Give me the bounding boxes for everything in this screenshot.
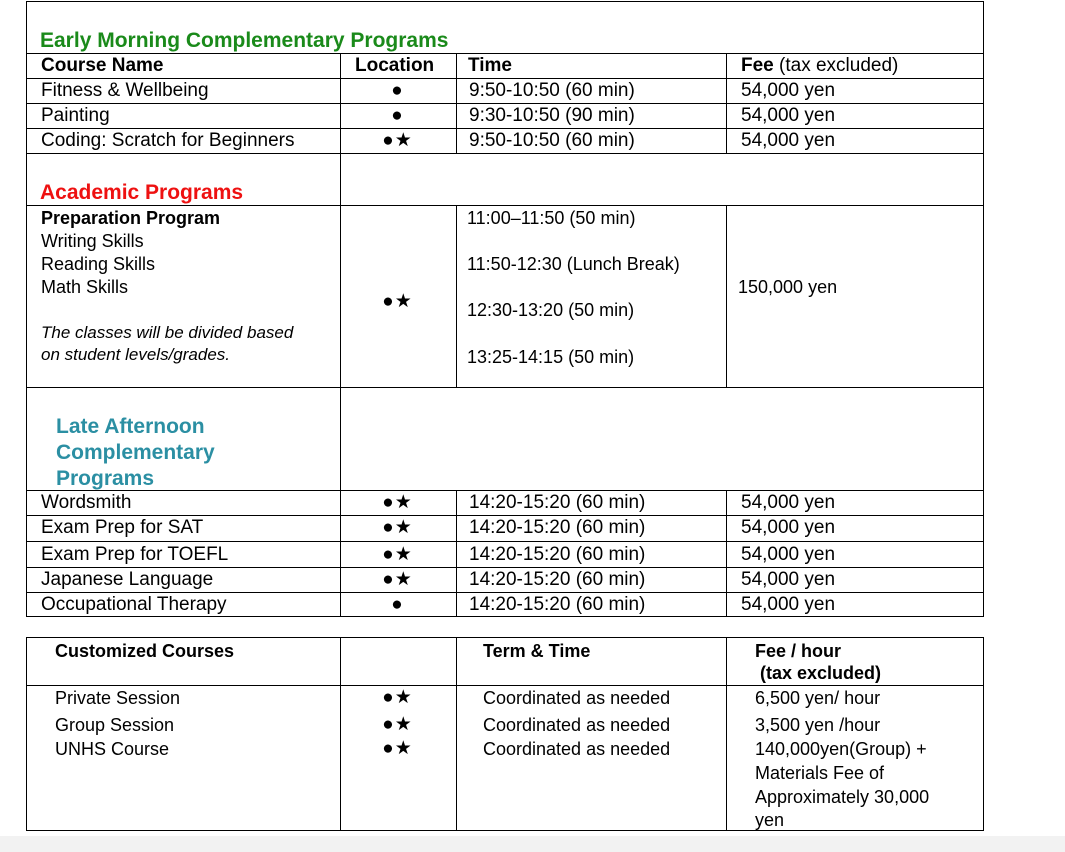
course-time: Coordinated as needed — [483, 688, 671, 708]
early-section-title: Early Morning Complementary Programs — [40, 29, 449, 52]
session-time: 12:30-13:20 (50 min) — [467, 300, 635, 320]
course-name: Fitness & Wellbeing — [41, 80, 209, 101]
course-time: 9:50-10:50 (60 min) — [469, 130, 635, 151]
course-name: Occupational Therapy — [41, 594, 227, 615]
custom-header-fee: Fee / hour — [755, 641, 842, 661]
late-section-title: Late Afternoon — [56, 415, 205, 438]
page-bottom-edge — [0, 836, 1065, 852]
location-marker: ●★ — [382, 687, 413, 708]
session-time: 13:25-14:15 (50 min) — [467, 347, 635, 367]
late-section-title: Complementary — [56, 441, 215, 464]
course-fee: 140,000yen(Group) + — [755, 739, 927, 759]
course-name: UNHS Course — [55, 739, 170, 759]
course-fee: Approximately 30,000 — [755, 787, 930, 807]
header-time: Time — [468, 55, 513, 76]
course-time: Coordinated as needed — [483, 715, 671, 735]
location-marker: ● — [391, 80, 404, 101]
course-fee: 54,000 yen — [741, 105, 836, 126]
skill-item: Writing Skills — [41, 231, 144, 251]
skill-item: Reading Skills — [41, 254, 156, 274]
session-time: 11:00–11:50 (50 min) — [467, 208, 636, 228]
course-time: 14:20-15:20 (60 min) — [469, 544, 646, 565]
course-fee: Materials Fee of — [755, 763, 885, 783]
course-fee: 54,000 yen — [741, 544, 836, 565]
location-marker: ● — [391, 594, 404, 615]
course-time: 14:20-15:20 (60 min) — [469, 569, 646, 590]
course-fee: 54,000 yen — [741, 130, 836, 151]
course-name: Japanese Language — [41, 569, 214, 590]
location-marker: ●★ — [382, 291, 413, 312]
location-marker: ●★ — [382, 569, 413, 590]
course-name: Private Session — [55, 688, 181, 708]
course-fee: 3,500 yen /hour — [755, 715, 881, 735]
location-marker: ●★ — [382, 130, 413, 151]
course-time: 14:20-15:20 (60 min) — [469, 517, 646, 538]
header-fee: Fee (tax excluded) — [741, 55, 899, 76]
location-marker: ●★ — [382, 714, 413, 735]
course-fee: 54,000 yen — [741, 80, 836, 101]
preparation-program-title: Preparation Program — [41, 208, 221, 228]
session-time: 11:50-12:30 (Lunch Break) — [467, 254, 680, 274]
course-name: Group Session — [55, 715, 175, 735]
course-time: 14:20-15:20 (60 min) — [469, 492, 646, 513]
course-name: Coding: Scratch for Beginners — [41, 130, 295, 151]
course-name: Painting — [41, 105, 110, 126]
location-marker: ● — [391, 105, 404, 126]
academic-section-title: Academic Programs — [40, 181, 244, 204]
course-name: Exam Prep for SAT — [41, 517, 204, 538]
skill-item: Math Skills — [41, 277, 129, 297]
course-fee: 54,000 yen — [741, 492, 836, 513]
header-course-name: Course Name — [41, 55, 164, 76]
course-fee: 6,500 yen/ hour — [755, 688, 881, 708]
course-time: Coordinated as needed — [483, 739, 671, 759]
level-note: on student levels/grades. — [41, 345, 231, 364]
location-marker: ●★ — [382, 492, 413, 513]
location-marker: ●★ — [382, 544, 413, 565]
location-marker: ●★ — [382, 517, 413, 538]
academic-fee: 150,000 yen — [738, 277, 838, 297]
course-fee: 54,000 yen — [741, 569, 836, 590]
header-location: Location — [355, 55, 435, 76]
course-fee: 54,000 yen — [741, 517, 836, 538]
custom-header-course: Customized Courses — [55, 641, 235, 661]
location-marker: ●★ — [382, 738, 413, 759]
course-name: Exam Prep for TOEFL — [41, 544, 229, 565]
level-note: The classes will be divided based — [41, 323, 294, 342]
custom-header-fee-note: (tax excluded) — [760, 663, 882, 683]
course-fee: 54,000 yen — [741, 594, 836, 615]
course-time: 9:30-10:50 (90 min) — [469, 105, 635, 126]
course-fee: yen — [755, 810, 785, 830]
course-time: 9:50-10:50 (60 min) — [469, 80, 635, 101]
custom-header-time: Term & Time — [483, 641, 591, 661]
late-section-title: Programs — [56, 467, 155, 490]
course-time: 14:20-15:20 (60 min) — [469, 594, 646, 615]
course-name: Wordsmith — [41, 492, 132, 513]
